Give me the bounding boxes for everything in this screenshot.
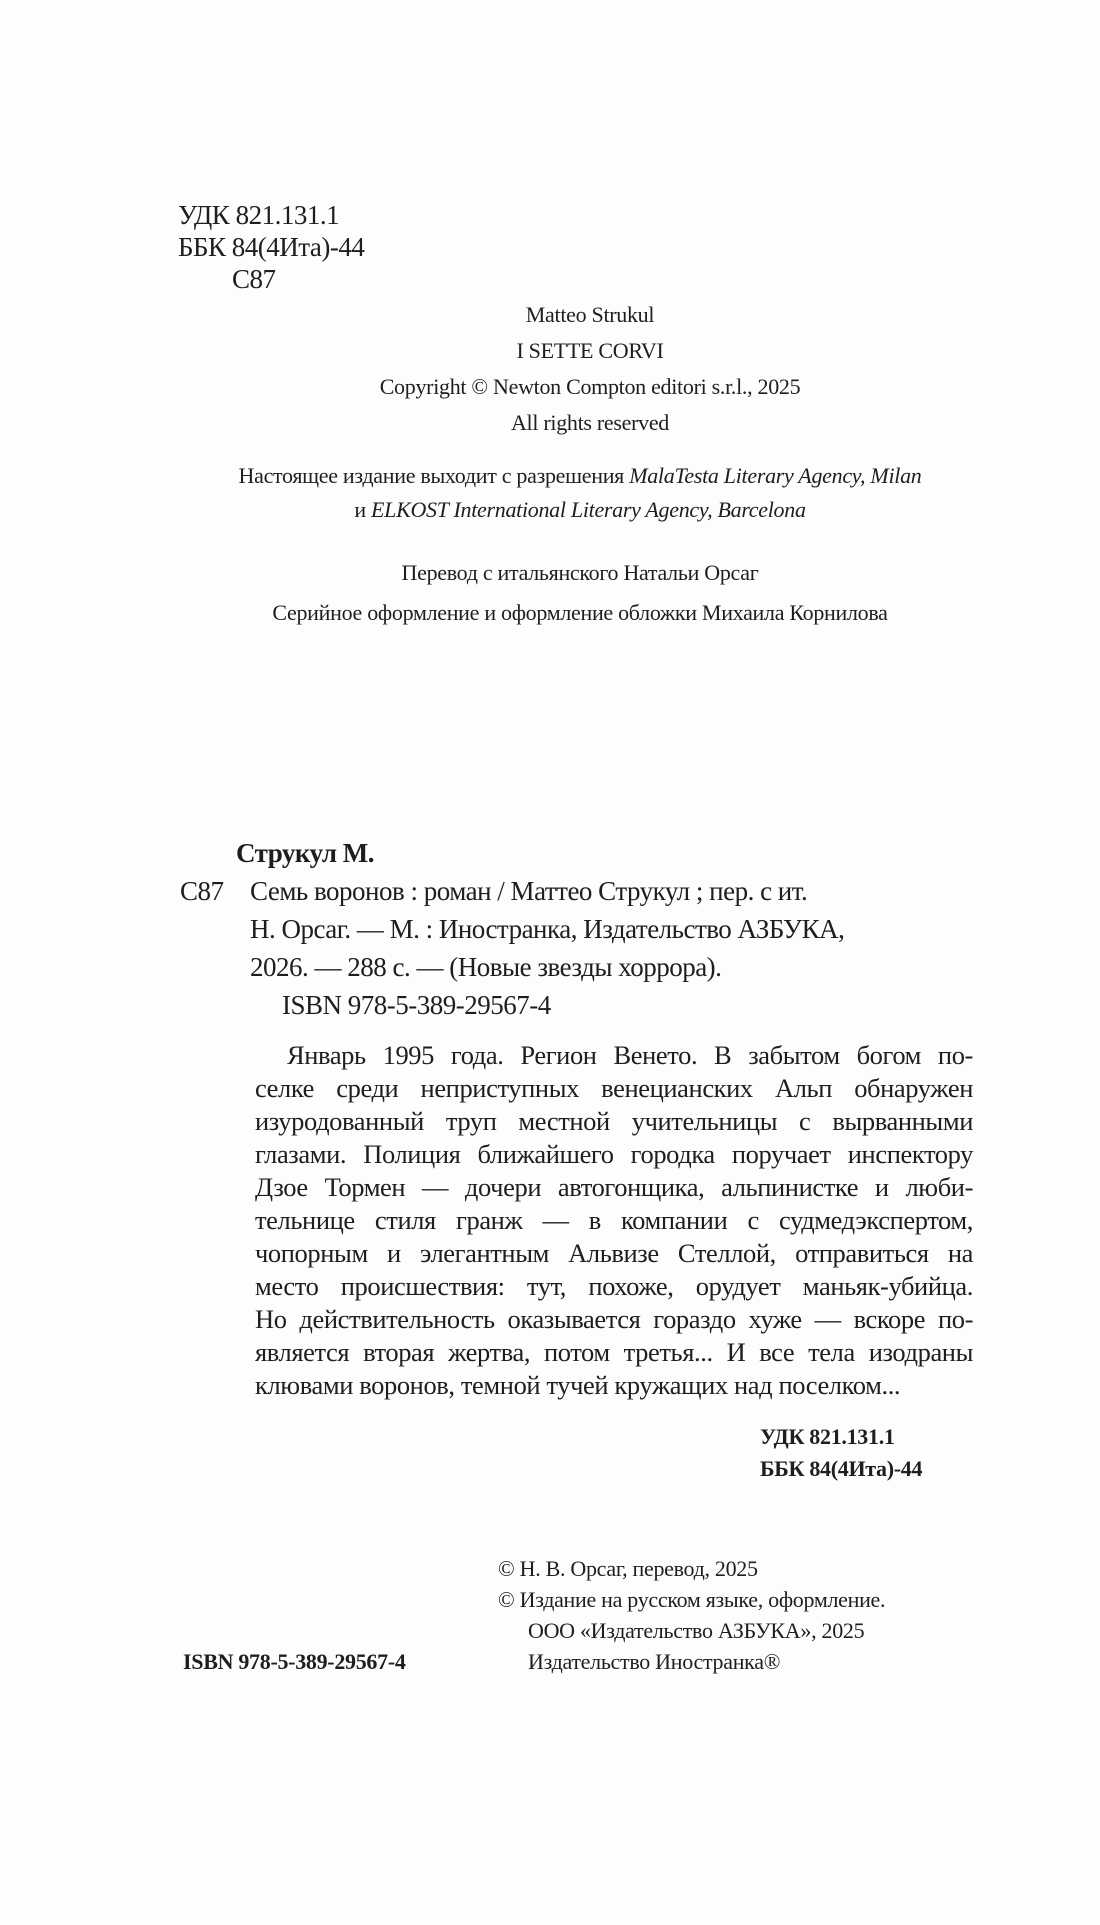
footer-bbk: ББК 84(4Ита)-44 — [760, 1456, 923, 1481]
copyright-line: © Н. В. Орсаг, перевод, 2025 — [498, 1556, 758, 1581]
annotation-line: Но действительность оказывается гораздо хуже — вскоре по- — [255, 1304, 973, 1334]
permission-line-2 — [0, 497, 1100, 523]
catalog-line: Семь воронов : роман / Маттео Струкул ; пер. с ит. — [250, 876, 808, 906]
original-author: Matteo Strukul — [525, 302, 655, 327]
original-copyright: Copyright © Newton Compton editori s.r.l., 2025 — [379, 374, 801, 399]
catalog-line: Н. Орсаг. — М. : Иностранка, Издательство АЗБУКА, — [250, 914, 845, 944]
isbn-bottom: ISBN 978-5-389-29567-4 — [183, 1649, 406, 1674]
bbk-code: ББК 84(4Ита)-44 — [178, 232, 365, 262]
footer-udk: УДК 821.131.1 — [760, 1424, 895, 1449]
annotation-line: селке среди неприступных венецианских Альп обнаружен — [255, 1073, 973, 1103]
catalog-line: 2026. — 288 с. — (Новые звезды хоррора). — [250, 952, 722, 982]
annotation-line: является вторая жертва, потом третья... И все тела изодраны — [255, 1337, 973, 1367]
permission-prefix-2: и — [354, 497, 372, 522]
annotation-line: тельнице стиля гранж — в компании с судмедэкспертом, — [255, 1205, 973, 1235]
annotation-line: чопорным и элегантным Альвизе Стеллой, отправиться на — [255, 1238, 973, 1268]
design-credit: Серийное оформление и оформление обложки Михаила Корнилова — [272, 600, 888, 625]
annotation-line: Дзое Тормен — дочери автогонщика, альпинистке и люби- — [255, 1172, 973, 1202]
rights-reserved: All rights reserved — [510, 410, 670, 435]
permission-prefix: Настоящее издание выходит с разрешения — [238, 463, 630, 488]
permission-agency-milan: MalaTesta Literary Agency, Milan — [629, 463, 922, 488]
catalog-heading: Струкул М. — [236, 838, 375, 868]
annotation-line: место происшествия: тут, похоже, орудует маньяк-убийца. — [255, 1271, 973, 1301]
permission-line-1 — [0, 463, 1100, 489]
translator-credit: Перевод с итальянского Натальи Орсаг — [401, 560, 759, 585]
udk-code: УДК 821.131.1 — [178, 200, 340, 230]
annotation-line: клювами воронов, темной тучей кружащих над поселком... — [255, 1370, 901, 1400]
annotation-line: Январь 1995 года. Регион Венето. В забытом богом по- — [287, 1040, 973, 1070]
original-title: I SETTE CORVI — [516, 338, 664, 363]
author-mark: С87 — [232, 264, 276, 294]
catalog-mark: С87 — [180, 876, 224, 906]
copyright-line: Издательство Иностранка® — [528, 1649, 781, 1674]
permission-agency-barcelona: ELKOST International Literary Agency, Barcelona — [371, 497, 806, 522]
copyright-line: © Издание на русском языке, оформление. — [498, 1587, 886, 1612]
catalog-isbn: ISBN 978-5-389-29567-4 — [282, 990, 551, 1020]
annotation-line: изуродованный труп местной учительницы с вырванными — [255, 1106, 973, 1136]
copyright-line: ООО «Издательство АЗБУКА», 2025 — [528, 1618, 865, 1643]
annotation-line: глазами. Полиция ближайшего городка поручает инспектору — [255, 1139, 973, 1169]
